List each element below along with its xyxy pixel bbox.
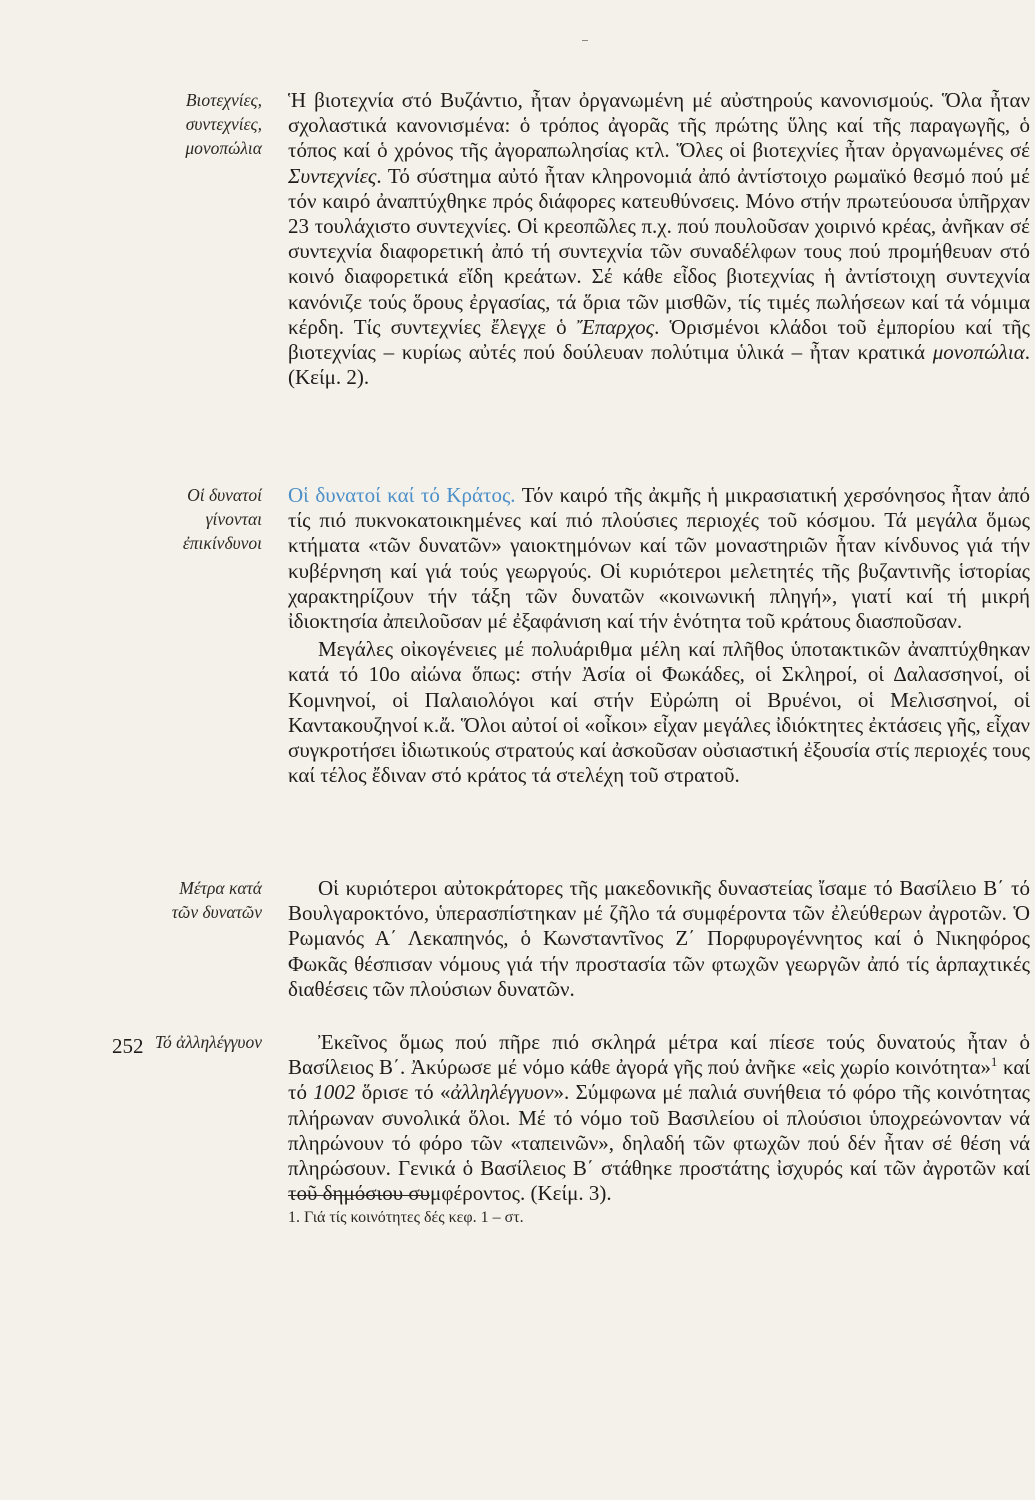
text-span: ὅρισε τό «	[355, 1080, 451, 1105]
paragraph-crafts	[288, 88, 1030, 390]
footnote: 1. Γιά τίς κοινότητες δές κεφ. 1 – στ.	[288, 1209, 524, 1226]
page-number: 252	[112, 1034, 144, 1058]
section-crafts	[288, 88, 1030, 390]
text-span: Τόν καιρό τῆς ἀκμῆς ἡ μικρασιατική χερσόνησος ἦταν ἀπό τίς πιό πυκνοκατοικημένες καί πιό πλούσιες περιοχές τοῦ κόσμου. Τά μεγάλα ὅμως κτήματα «τῶν δυνατῶν» γαιοκτημόνων καί τῶν μοναστηριῶν ἦταν κίνδυνος γιά τήν κυβέρνηση καί γιά τούς γεωργούς. Οἱ κυριότεροι μελετητές τῆς βυζαντινῆς ἱστορίας χαρακτηρίζουν τήν τάξη τῶν δυνατῶν «κοινωνική πληγή», γιατί καί τή μικρή ἰδιοκτησία ἀπειλοῦσαν μέ ἐξαφάνιση καί τήν ἑνότητα τοῦ κράτους διασποῦσαν.	[288, 483, 1031, 634]
margin-note-line: τῶν δυνατῶν	[171, 902, 262, 922]
section-powerful	[288, 483, 1030, 788]
section-measures	[288, 876, 1030, 1002]
italic-term: ἀλληλέγγυον	[450, 1080, 554, 1105]
text-span: Ἡ βιοτεχνία στό Βυζάντιο, ἦταν ὀργανωμένη μέ αὐστηρούς κανονισμούς. Ὅλα ἦταν σχολαστικά κανονισμένα: ὁ τρόπος ἀγορᾶς τῆς πρώτης ὕλης καί τῆς παραγωγῆς, ὁ τόπος καί ὁ χρόνος τῆς ἀγοραπωλησίας κτλ. Ὅλες οἱ βιοτεχνίες ἦταν ὀργανωμένες σέ	[288, 88, 1030, 163]
section-allelengyon	[288, 1030, 1030, 1206]
margin-note-line: ἐπικίνδυνοι	[182, 533, 262, 553]
section-heading: Οἱ δυνατοί καί τό Κράτος.	[288, 483, 516, 507]
italic-term: 1002	[313, 1080, 356, 1105]
margin-note-measures	[130, 876, 262, 924]
text-span: . Ὁρισμένοι κλάδοι τοῦ ἐμπορίου καί τῆς βιοτεχνίας – κυρίως αὐτές πού δούλευαν πολύτιμα ὑλικά – ἦταν κρατικά	[288, 314, 1030, 365]
paragraph-powerful	[288, 483, 1030, 634]
top-mark	[582, 40, 588, 41]
margin-note-line: συντεχνίες,	[185, 114, 262, 134]
paragraph-allelengyon	[288, 1030, 1030, 1206]
text-span: Ἐκεῖνος ὅμως πού πῆρε πιό σκληρά μέτρα καί πίεσε τούς δυνατούς ἦταν ὁ Βασίλειος Β΄. Ἀκύρωσε μέ νόμο κάθε ἀγορά γῆς πού ἀνῆκε «εἰς χωρίο κοινότητα»	[288, 1030, 1030, 1080]
italic-term: Συντεχνίες	[288, 163, 377, 188]
margin-note-line: γίνονται	[205, 509, 262, 529]
footnote-marker: 1	[990, 1054, 998, 1070]
text-span: ». Σύμφωνα μέ παλιά συνήθεια τό φόρο τῆς κοινότητας πλήρωναν συνολικά ὅλοι. Μέ τό νόμο τοῦ Βασιλείου οἱ πλούσιοι ὑποχρεώνονταν νά πληρώνουν τό φόρο τῶν «ταπεινῶν», δηλαδή τῶν φτωχῶν πού δέν ἦταν σέ θέση νά πληρώσουν. Γενικά ὁ Βασίλειος Β΄ στάθηκε προστάτης ἰσχυρός καί τῶν ἀγροτῶν καί τοῦ δημόσιου συμφέροντος. (Κείμ. 3).	[288, 1080, 1030, 1206]
margin-note-allelengyon	[130, 1030, 262, 1054]
paragraph-measures: Οἱ κυριότεροι αὐτοκράτορες τῆς μακεδονικῆς δυναστείας ἴσαμε τό Βασίλειο Β΄ τό Βουλγαροκτόνο, ὑπερασπίστηκαν μέ ζῆλο τά συμφέροντα τῶν ἐλεύθερων ἀγροτῶν. Ὁ Ρωμανός Α΄ Λεκαπηνός, ὁ Κωνσταντῖνος Ζ΄ Πορφυρογέννητος καί ὁ Νικηφόρος Φωκᾶς θέσπισαν νόμους γιά τήν προστασία τῶν φτωχῶν γεωργῶν ἀπό τίς ἁρπαχτικές διαθέσεις τῶν πλούσιων δυνατῶν.	[288, 876, 1030, 1001]
margin-note-line: μονοπώλια	[185, 138, 262, 158]
margin-note-powerful	[130, 483, 262, 555]
margin-note-line: Βιοτεχνίες,	[185, 90, 262, 110]
text-span: . Τό σύστημα αὐτό ἦταν κληρονομιά ἀπό ἀντίστοιχο ρωμαϊκό θεσμό πού μέ τόν καιρό ἀναπτύχθηκε πρός διάφορες κατευθύνσεις. Μόνο στήν πρωτεύουσα ὑπῆρχαν 23 τουλάχιστο συντεχνίες. Οἱ κρεοπῶλες π.χ. πού πουλοῦσαν χοιρινό κρέας, ἀνῆκαν σέ συντεχνία διαφορετική ἀπό τή συντεχνία τῶν συναδέλφων τους πού προμήθευαν στό κοινό διαφορετικά εἴδη κρεάτων. Σέ κάθε εἶδος βιοτεχνίας ἡ ἀντίστοιχη συντεχνία κανόνιζε τούς ὅρους ἐργασίας, τά ὅρια τῶν μισθῶν, τίς τιμές πωλήσεων καί τά νόμιμα κέρδη. Τίς συντεχνίες ἔλεγχε ὁ	[288, 163, 1030, 339]
paragraph-families: Μεγάλες οἰκογένειες μέ πολυάριθμα μέλη καί πλῆθος ὑποτακτικῶν ἀναπτύχθηκαν κατά τό 10ο αἰώνα ὅπως: στήν Ἀσία οἱ Φωκάδες, οἱ Σκληροί, οἱ Δαλασσηνοί, οἱ Κομνηνοί, οἱ Παλαιολόγοι καί στήν Εὐρώπη οἱ Βρυένοι, οἱ Μελισσηνοί, οἱ Καντακουζηνοί κ.ἄ. Ὅλοι αὐτοί οἱ «οἶκοι» εἶχαν μεγάλες ἰδιόκτητες ἐκτάσεις γῆς, εἶχαν συγκροτήσει ἰδιωτικούς στρατούς καί ἀσκοῦσαν οὐσιαστική ἐξουσία στίς περιοχές τους καί τέλος ἔδιναν στό κράτος τά στελέχη τοῦ στρατοῦ.	[288, 637, 1030, 788]
margin-note-line: Τό ἀλληλέγγυον	[154, 1032, 262, 1052]
text-span: . (Κείμ. 2).	[288, 340, 1030, 390]
margin-note-line: Οἱ δυνατοί	[187, 485, 262, 505]
italic-term: μονοπώλια	[932, 340, 1025, 365]
margin-note-line: Μέτρα κατά	[179, 878, 262, 898]
footnote-rule	[288, 1195, 430, 1196]
italic-term: Ἔπαρχος	[576, 314, 655, 339]
text-span: καί τό	[288, 1055, 1030, 1105]
margin-note-crafts	[130, 88, 262, 160]
